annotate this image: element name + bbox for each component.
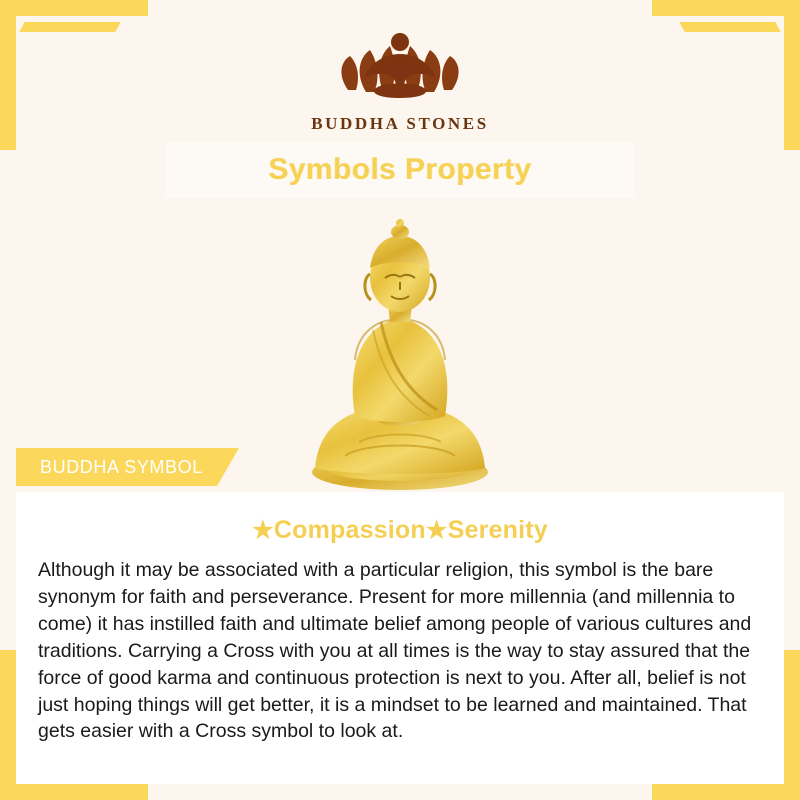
brand-header bbox=[0, 18, 800, 134]
frame-corner-bottom-left-vertical bbox=[0, 650, 16, 800]
frame-corner-bottom-right-vertical bbox=[784, 650, 800, 800]
frame-corner-bottom-left-horizontal bbox=[0, 784, 148, 800]
frame-corner-bottom-right-horizontal bbox=[652, 784, 800, 800]
brand-name: BUDDHA STONES bbox=[311, 114, 489, 133]
ribbon-label: BUDDHA SYMBOL bbox=[40, 456, 203, 477]
subtitle-word-compassion: Compassion bbox=[273, 516, 426, 544]
ribbon-tail bbox=[217, 448, 239, 486]
content-card bbox=[16, 492, 784, 784]
content-paragraph: Although it may be associated with a particular religion, this symbol is the bare synonym for faith and perseverance. Present for more millennia (and millennia to come) it has instilled faith and ultimate belief among people of various cultures and traditions. Carrying a Cross with you at all times is the way to stay assured that the force of good karma and continuous protection is next to you. After all, belief is not just hoping things will get better, it is a mindset to be learned and maintained. That gets easier with a Cross symbol to look at. bbox=[38, 559, 752, 743]
frame-corner-top-left-horizontal bbox=[0, 0, 148, 16]
lotus-meditation-icon bbox=[320, 18, 480, 110]
seated-buddha-illustration bbox=[285, 210, 515, 500]
section-label-ribbon bbox=[16, 448, 239, 486]
page-title: Symbols Property bbox=[268, 153, 532, 186]
frame-corner-top-right-horizontal bbox=[652, 0, 800, 16]
star-icon-left: ★ bbox=[252, 517, 274, 544]
ribbon-body bbox=[16, 448, 217, 486]
subtitle-word-serenity: Serenity bbox=[447, 516, 548, 544]
content-subtitle bbox=[38, 516, 762, 545]
star-icon-right: ★ bbox=[425, 517, 448, 544]
title-banner bbox=[165, 142, 635, 198]
